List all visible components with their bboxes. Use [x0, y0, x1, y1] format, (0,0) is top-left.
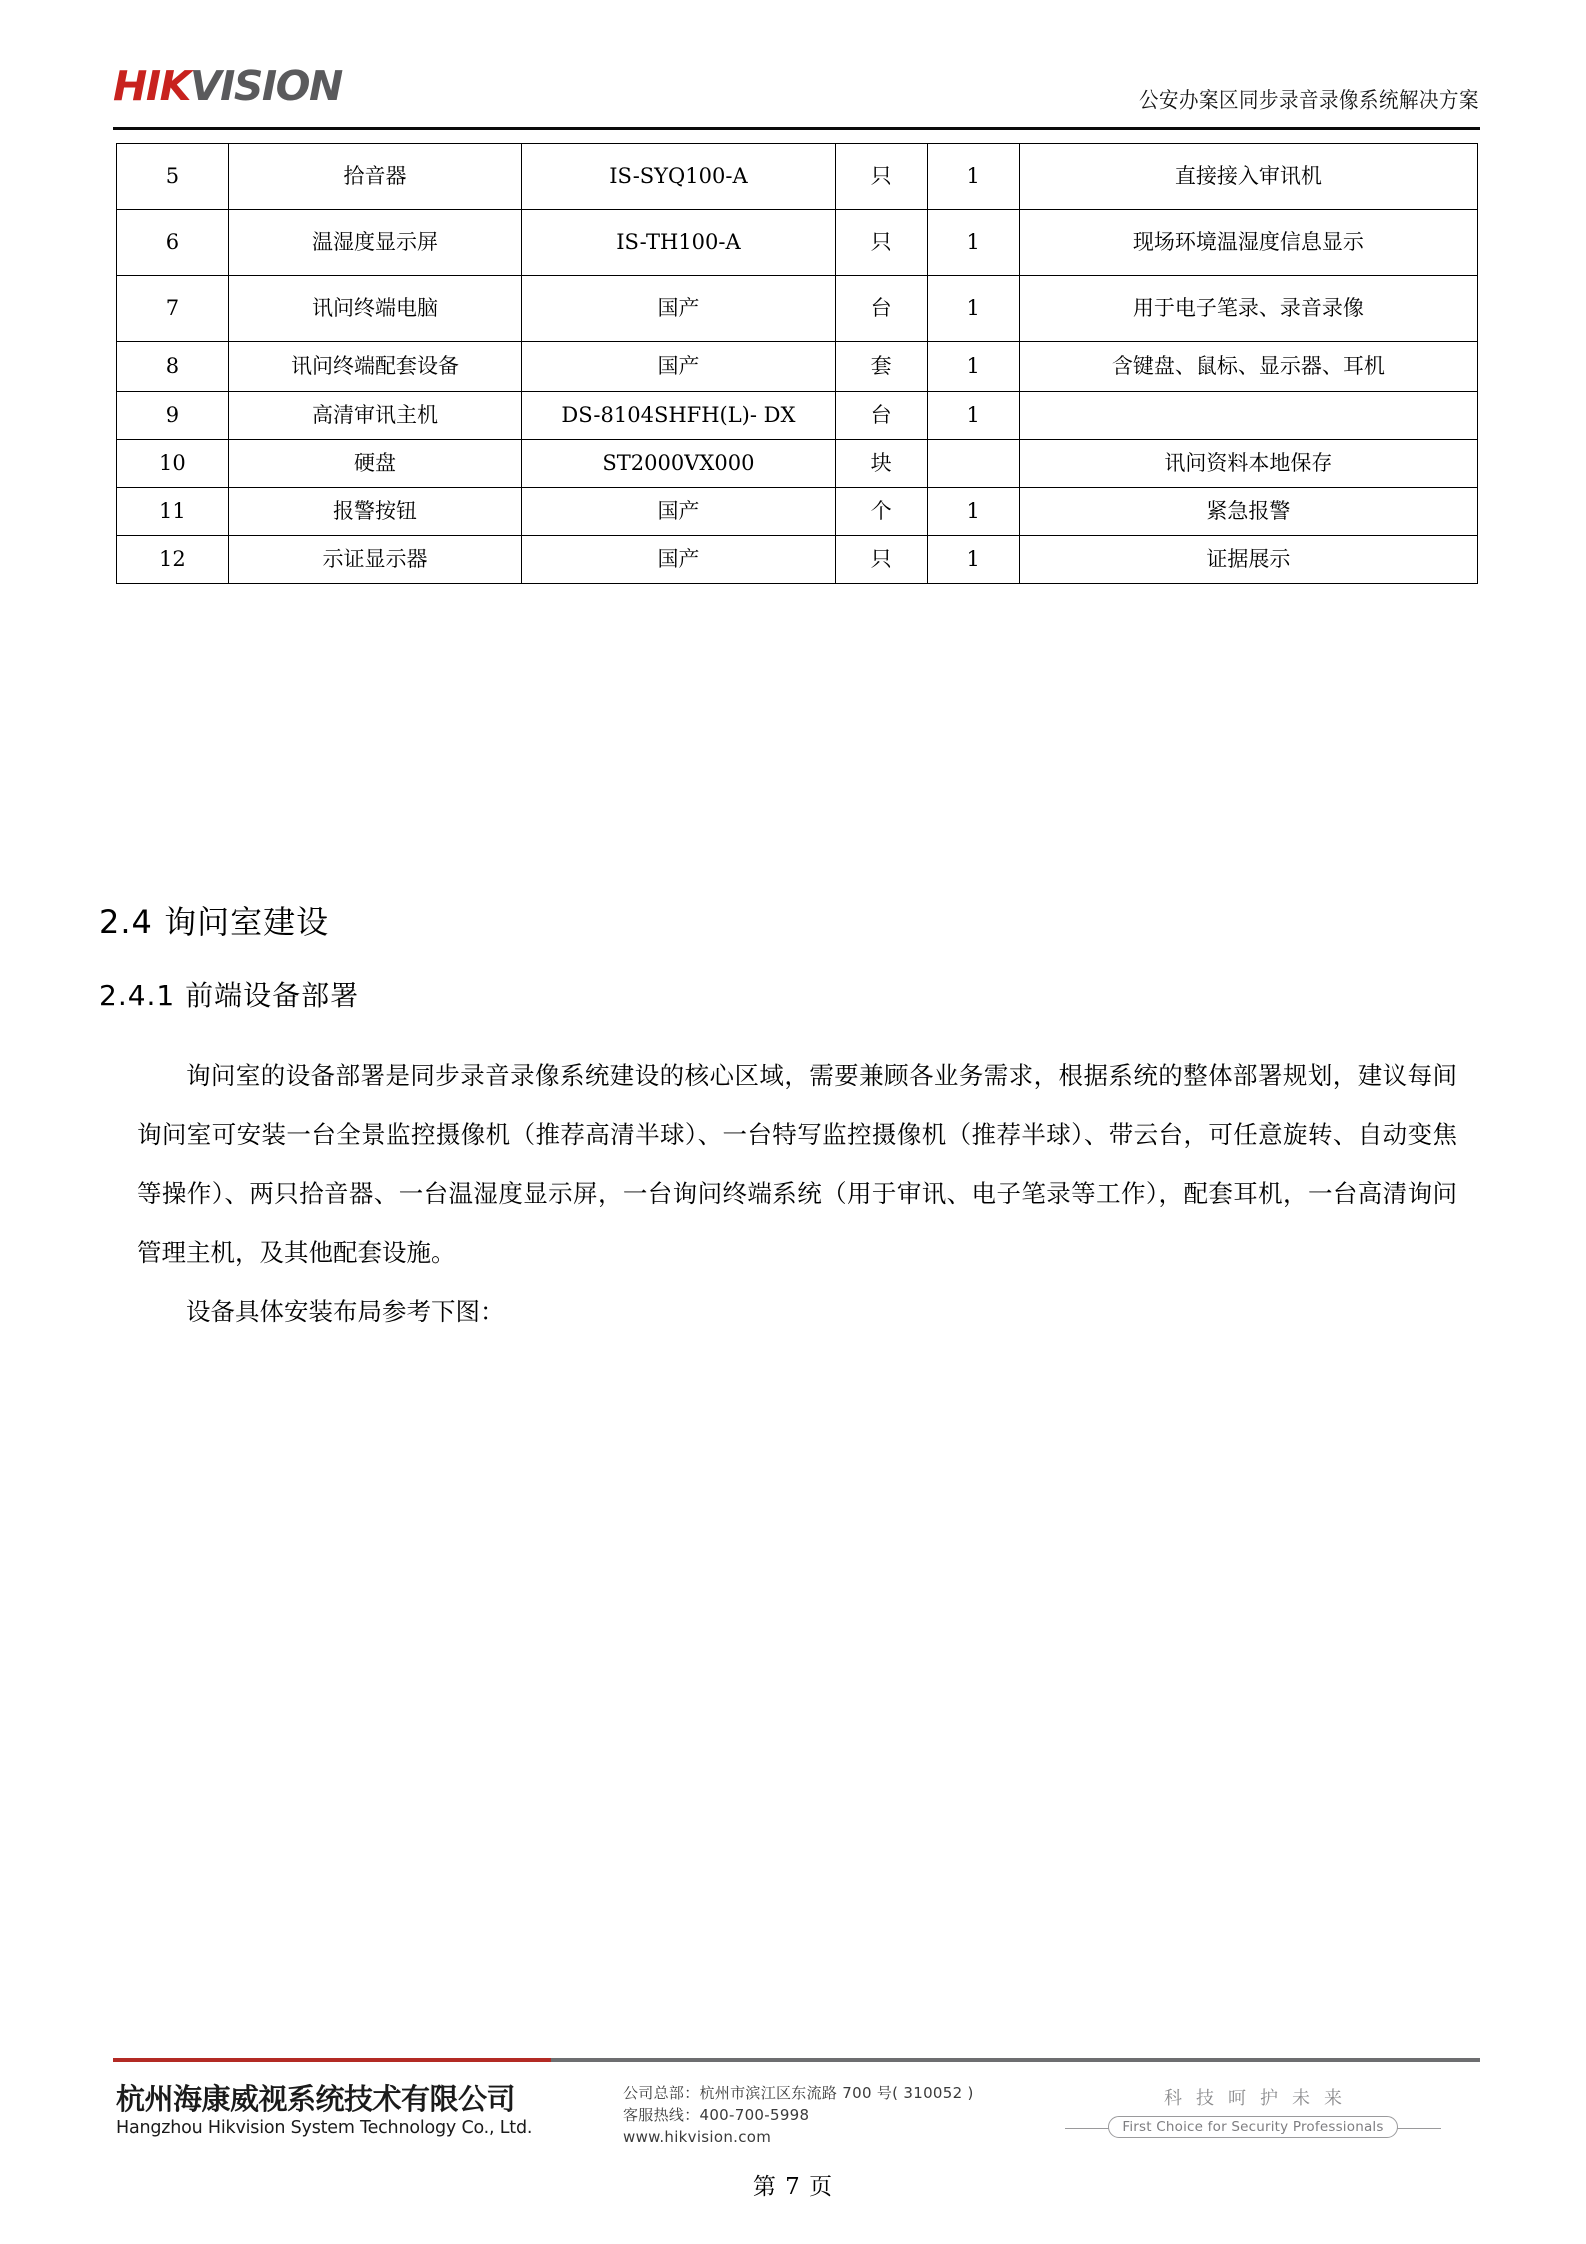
footer-hotline: 客服热线：400-700-5998	[623, 2106, 810, 2124]
cell-name: 讯问终端电脑	[228, 276, 522, 342]
footer-website: www.hikvision.com	[623, 2128, 772, 2146]
table-row	[117, 488, 1478, 536]
page-header	[113, 62, 1479, 124]
section-heading: 2.4 询问室建设	[99, 903, 330, 941]
cell-no: 11	[117, 488, 229, 536]
cell-note: 证据展示	[1019, 536, 1477, 584]
cell-model: IS-SYQ100-A	[522, 144, 835, 210]
table-row	[117, 276, 1478, 342]
table-row	[117, 342, 1478, 392]
header-document-title: 公安办案区同步录音录像系统解决方案	[1138, 87, 1479, 113]
footer-divider-grey-segment	[551, 2058, 1480, 2062]
cell-unit: 只	[835, 210, 927, 276]
cell-model: 国产	[522, 276, 835, 342]
cell-qty: 1	[927, 276, 1019, 342]
cell-note: 含键盘、鼠标、显示器、耳机	[1019, 342, 1477, 392]
body-content	[137, 1046, 1457, 1341]
cell-no: 6	[117, 210, 229, 276]
hikvision-logo	[113, 62, 342, 110]
cell-qty	[927, 440, 1019, 488]
cell-unit: 块	[835, 440, 927, 488]
page-footer	[113, 2072, 1480, 2182]
cell-unit: 台	[835, 276, 927, 342]
cell-name: 拾音器	[228, 144, 522, 210]
footer-slogan-cn: 科技呵护未来	[1164, 2088, 1356, 2109]
cell-no: 10	[117, 440, 229, 488]
cell-qty: 1	[927, 392, 1019, 440]
paragraph-1: 询问室的设备部署是同步录音录像系统建设的核心区域，需要兼顾各业务需求，根据系统的整体部署规划，建议每间询问室可安装一台全景监控摄像机（推荐高清半球）、一台特写监控摄像机（推荐半球）、带云台，可任意旋转、自动变焦等操作）、两只拾音器、一台温湿度显示屏，一台询问终端系统（用于审讯、电子笔录等工作），配套耳机，一台高清询问管理主机，及其他配套设施。	[137, 1061, 1457, 1267]
footer-headquarters-address: 公司总部：杭州市滨江区东流路 700 号( 310052 )	[623, 2084, 974, 2102]
cell-note: 用于电子笔录、录音录像	[1019, 276, 1477, 342]
cell-no: 12	[117, 536, 229, 584]
cell-model: 国产	[522, 536, 835, 584]
cell-qty: 1	[927, 144, 1019, 210]
cell-name: 报警按钮	[228, 488, 522, 536]
cell-name: 示证显示器	[228, 536, 522, 584]
slogan-rule-left	[1065, 2128, 1109, 2129]
table-row	[117, 536, 1478, 584]
header-divider	[113, 127, 1480, 130]
table-row	[117, 210, 1478, 276]
page-number: 第 7 页	[752, 2174, 834, 2200]
footer-divider-red-segment	[113, 2058, 553, 2062]
logo-vision-text: VISION	[189, 62, 342, 110]
cell-no: 7	[117, 276, 229, 342]
cell-no: 5	[117, 144, 229, 210]
footer-company-name-en: Hangzhou Hikvision System Technology Co., Ltd.	[116, 2118, 533, 2138]
footer-slogan-block	[1043, 2086, 1463, 2142]
cell-unit: 只	[835, 536, 927, 584]
footer-divider	[113, 2058, 1480, 2062]
cell-unit: 台	[835, 392, 927, 440]
footer-company-block	[116, 2082, 586, 2140]
cell-name: 温湿度显示屏	[228, 210, 522, 276]
cell-qty: 1	[927, 488, 1019, 536]
cell-qty: 1	[927, 536, 1019, 584]
equipment-spec-table	[116, 143, 1478, 584]
cell-model: ST2000VX000	[522, 440, 835, 488]
slogan-rule-right	[1397, 2128, 1441, 2129]
cell-note: 直接接入审讯机	[1019, 144, 1477, 210]
footer-slogan-en: First Choice for Security Professionals	[1108, 2116, 1397, 2138]
footer-slogan-en-wrap	[1043, 2116, 1463, 2142]
paragraph-2: 设备具体安装布局参考下图：	[186, 1297, 505, 1326]
cell-model: DS-8104SHFH(L)- DX	[522, 392, 835, 440]
cell-name: 讯问终端配套设备	[228, 342, 522, 392]
table-row	[117, 392, 1478, 440]
cell-unit: 个	[835, 488, 927, 536]
cell-note	[1019, 392, 1477, 440]
cell-note: 现场环境温湿度信息显示	[1019, 210, 1477, 276]
cell-name: 硬盘	[228, 440, 522, 488]
cell-no: 9	[117, 392, 229, 440]
table-row	[117, 440, 1478, 488]
cell-model: 国产	[522, 342, 835, 392]
cell-name: 高清审讯主机	[228, 392, 522, 440]
cell-no: 8	[117, 342, 229, 392]
cell-qty: 1	[927, 342, 1019, 392]
logo-hik-text: HIK	[113, 62, 190, 110]
table-body	[117, 144, 1478, 584]
cell-model: 国产	[522, 488, 835, 536]
cell-unit: 只	[835, 144, 927, 210]
cell-qty: 1	[927, 210, 1019, 276]
footer-company-name-cn: 杭州海康威视系统技术有限公司	[116, 2082, 516, 2116]
cell-note: 讯问资料本地保存	[1019, 440, 1477, 488]
cell-unit: 套	[835, 342, 927, 392]
footer-contact-block	[623, 2082, 1043, 2148]
cell-note: 紧急报警	[1019, 488, 1477, 536]
subsection-heading: 2.4.1 前端设备部署	[99, 979, 360, 1012]
table-row	[117, 144, 1478, 210]
cell-model: IS-TH100-A	[522, 210, 835, 276]
